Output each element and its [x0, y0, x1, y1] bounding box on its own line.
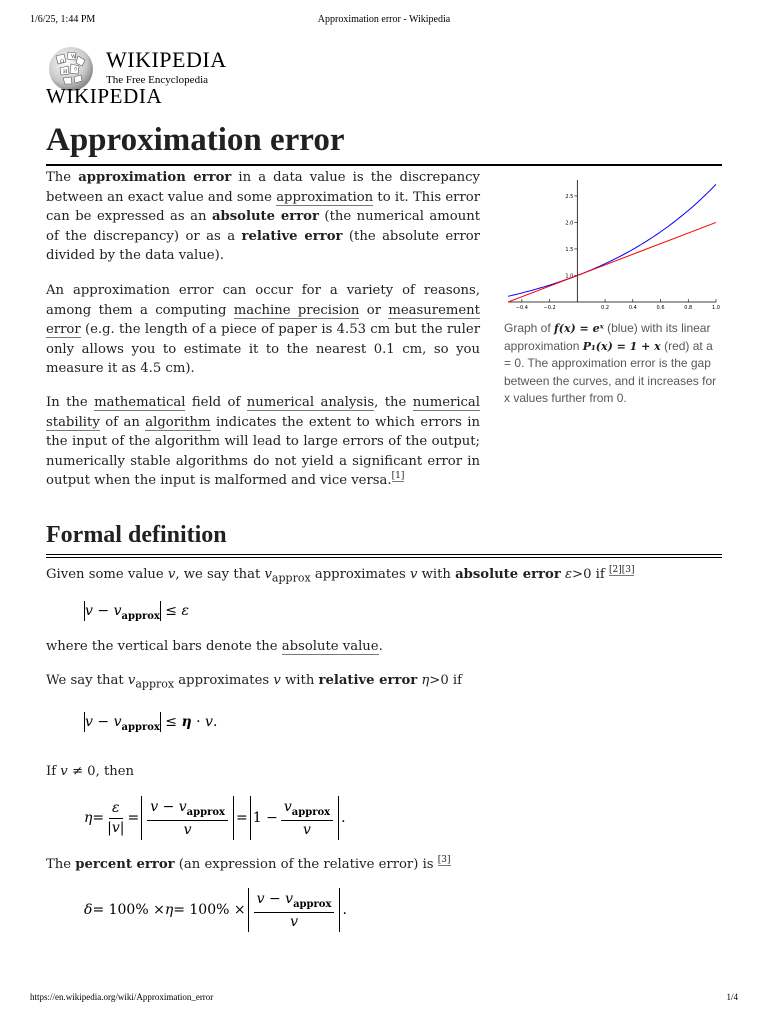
svg-text:W: W	[71, 54, 77, 60]
citation-ref-2[interactable]: [2]	[608, 565, 622, 575]
svg-text:ウ: ウ	[73, 67, 79, 73]
x-tick-label: 0.4	[628, 305, 637, 311]
y-tick-label: 1.0	[565, 273, 574, 280]
equation-eta: η = $\frac{\varepsilon}{|v|}$ = $\frac{v - v_{approx}}{v}$ = 1 − $\frac{v_{approx}}{v}$ .	[84, 794, 346, 842]
citation-ref-3[interactable]: [3]	[621, 565, 635, 575]
stability-paragraph: In the mathematical field of numerical analysis, the numerical stability of an algorithm indicates the extent to which errors in the input of the algorithm will lead to large errors of the output; numerically stable algorithms do not yield a significant error in output when the input is malformed and vice versa.[1]	[46, 395, 481, 488]
logo-wordmark-secondary: WIKIPEDIA	[46, 84, 163, 108]
x-tick-label: −0.2	[543, 305, 556, 311]
link-numerical-stability[interactable]: numerical stability	[46, 395, 481, 430]
link-measurement-error[interactable]: measurement error	[46, 302, 480, 337]
x-tick-label: 1.0	[712, 305, 720, 311]
y-tick-label: 2.5	[565, 193, 574, 200]
definition-line-2: We say that $v_{approx}$ approximates v with relative error η>0 if	[46, 673, 463, 691]
logo-wordmark: WIKIPEDIA	[106, 47, 227, 72]
link-machine-precision[interactable]: machine precision	[233, 302, 360, 318]
percent-error-line: The percent error (an expression of the relative error) is [3]	[46, 855, 451, 872]
x-tick-label: 0.8	[684, 305, 693, 311]
figure-caption: Graph of f(x) = eˣ (blue) with its linear approximation P₁(x) = 1 + x (red) at a = 0. The approximation error is the gap between the curves, and it increases for x values further from 0.	[504, 321, 717, 405]
x-tick-label: 0.6	[656, 305, 665, 311]
link-approximation[interactable]: approximation	[276, 189, 374, 205]
equation-relative-error: $v - v_{approx} \le \eta \cdot v$.	[85, 714, 218, 733]
figure-exp-approximation	[504, 176, 720, 408]
definition-line-1: Given some value v, we say that $v_{approx}$ approximates v with absolute error ε>0 if [2][3]	[46, 565, 635, 585]
x-tick-label: −0.4	[515, 305, 528, 311]
section-heading-formal-definition: Formal definition	[46, 518, 722, 558]
citation-ref-3b[interactable]: [3]	[437, 855, 451, 865]
svg-text:И: И	[63, 69, 68, 75]
article-title: Approximation error	[46, 118, 722, 166]
y-tick-label: 2.0	[565, 220, 574, 227]
equation-absolute-error: $v - v_{approx} \le \varepsilon$	[85, 603, 190, 622]
link-absolute-value[interactable]: absolute value	[281, 639, 379, 654]
citation-ref[interactable]: [1]	[391, 471, 405, 481]
svg-text:Ω: Ω	[60, 59, 65, 65]
nonzero-condition-line: If v ≠ 0, then	[46, 764, 135, 779]
print-page-number: 1/4	[726, 992, 738, 1002]
intro-paragraph: The approximation error in a data value is the discrepancy between an exact value and some approximation to it. This error can be expressed as an absolute error (the numerical amount of the discrepancy) or as a relative error (the absolute error divided by the data value).	[46, 170, 481, 263]
exp-approximation-plot	[504, 176, 720, 312]
print-datetime: 1/6/25, 1:44 PM	[30, 14, 96, 25]
causes-paragraph: An approximation error can occur for a variety of reasons, among them a computing machine precision or measurement error (e.g. the length of a piece of paper is 4.53 cm but the ruler only allows you to estimate it to the nearest 0.1 cm, so you measure it as 4.5 cm).	[46, 283, 480, 376]
print-footer	[30, 992, 738, 1006]
print-page-title: Approximation error - Wikipedia	[317, 14, 451, 25]
link-algorithm[interactable]: algorithm	[145, 414, 211, 430]
print-url: https://en.wikipedia.org/wiki/Approximation_error	[30, 992, 214, 1002]
print-header	[30, 14, 738, 30]
link-mathematical[interactable]: mathematical	[94, 395, 186, 410]
y-tick-label: 1.5	[565, 246, 574, 253]
equation-percent-error: δ = 100% × η = 100% × $\frac{v - v_{approx}}{v}$ .	[84, 886, 347, 934]
logo-tagline: The Free Encyclopedia	[106, 74, 209, 86]
absolute-value-line: where the vertical bars denote the absolute value.	[46, 639, 383, 654]
series-linear-line	[508, 222, 716, 302]
x-tick-label: 0.2	[601, 305, 610, 311]
series-exp-line	[508, 184, 716, 296]
link-numerical-analysis[interactable]: numerical analysis	[246, 395, 375, 410]
